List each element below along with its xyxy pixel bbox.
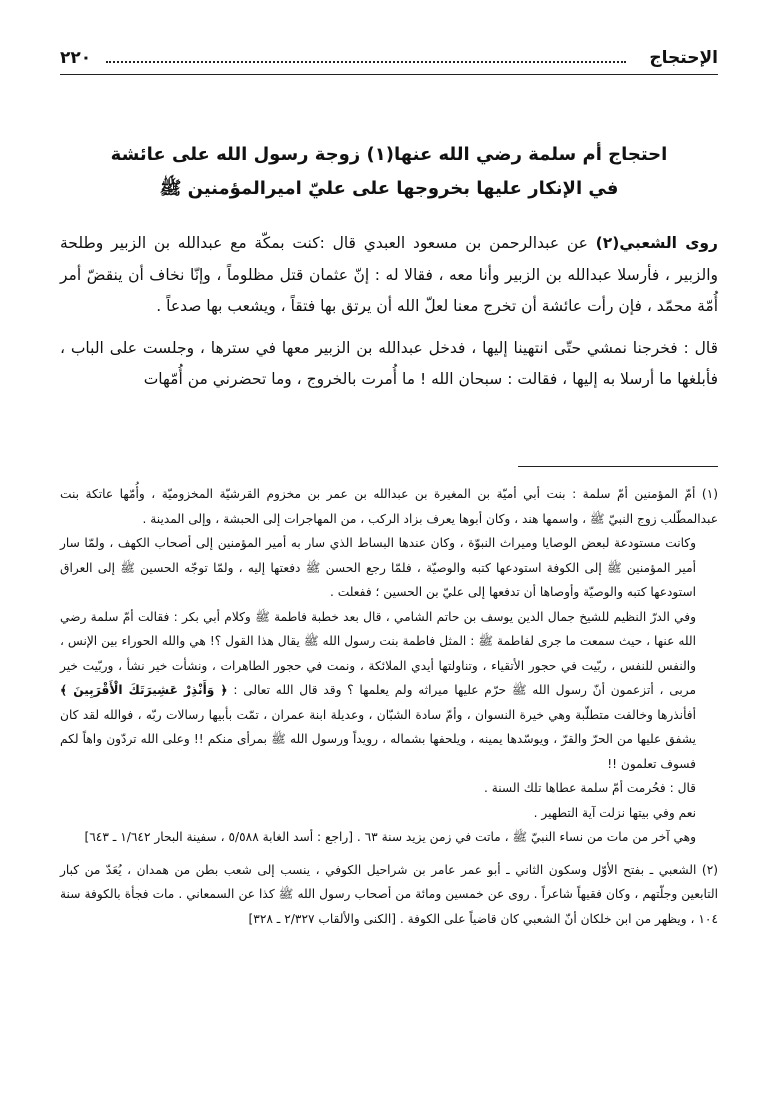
footnote-1-quote-rest: أفأنذرها وخالفت متطلّبة وهي خيرة النسوان ، وأمّ سادة الشبّان ، وعديلة ابنة عمران ، تمّت بأبيها رسالات ربّه ، فوالله لقد كان يشفق عليها من الحرّ والقرّ ، ويوسّدها يمينه ، ويلحفها بشماله ، رويداً ورسول الله ﷺ بمرأى منكم !! وعلى الله تردّون واهاً لكم فسوف تعلمون !! xyxy=(60,707,696,771)
book-title: الإحتجاج xyxy=(649,48,718,68)
paragraph-2: قال : فخرجنا نمشي حتّى انتهينا إليها ، فدخل عبدالله بن الزبير معها في سترها ، وجلست على الباب ، فأبلغها ما أرسلا به إليها ، فقالت : سبحان الله ! ما أُمرت بالخروج ، وما تحضرني من أُمّهات xyxy=(60,338,718,388)
footnote-separator xyxy=(518,466,718,467)
footnote-2: (٢) الشعبي ـ بفتح الأوّل وسكون الثاني ـ أبو عمر عامر بن شراحيل الكوفي ، ينسب إلى شعب بطن من همدان ، يُعَدّ من كبار التابعين وجلّتهم ، وكان فقيهاً شاعراً . روى عن خمسين ومائة من أصحاب رسول الله ﷺ كذا عن السمعاني . مات فجأة بالكوفة سنة ١٠٤ ، ويظهر من ابن خلكان أنّ الشعبي كان قاضياً على الكوفة . [الكنى والألقاب ٢/٣٢٧ ـ ٣٢٨] xyxy=(60,862,718,926)
quran-verse: ﴿ وَأَنْذِرْ عَشِيرَتَكَ الْأَقْرَبِينَ ﴾ xyxy=(60,683,228,697)
chapter-title-line-2: في الإنكار عليها بخروجها على عليّ اميرالمؤمنين ﷺ xyxy=(159,178,619,199)
chapter-title xyxy=(60,138,718,206)
footnote-1: (١) أمّ المؤمنين أمّ سلمة : بنت أبي أميّة بن المغيرة بن عبدالله بن عمر بن مخزوم القرشيّة المخزوميّة ، وأُمّها عاتكة بنت عبدالمطّلب زوج النبيّ ﷺ ، واسمها هند ، وكان أبوها يعرف بزاد الركب ، من المهاجرات إلى الحبشة ، وإلى المدينة . xyxy=(60,487,718,526)
paragraph-1-text: عن عبدالرحمن بن مسعود العبدي قال :كنت بمكّة مع عبدالله بن الزبير وطلحة والزبير ، فأرسلا عبدالله بن الزبير وأنا معه ، فقالا له : إنّ عثمان قتل مظلوماً ، وإنّا نخاف أن ينقضّ أمر أُمّة محمّد ، فإن رأت عائشة أن تخرج معنا لعلّ الله أن يرتق بها فتقاً ، ويشعب بها صدعاً . xyxy=(60,234,718,315)
footnote-1-paragraph: نعم وفي بيتها نزلت آية التطهير . xyxy=(533,805,696,820)
dotted-leader xyxy=(106,61,626,63)
footnote-1-paragraph: قال : فحُرمت أمّ سلمة عطاها تلك السنة . xyxy=(483,781,696,795)
footnote-1-quote-intro: وفي الدرّ النظيم للشيخ جمال الدين يوسف بن حاتم الشامي ، قال بعد خطبة فاطمة ﷺ وكلام أبي بكر : فقالت أمّ سلمة رضي الله عنها ، حيث سمعت ما جرى لفاطمة ﷺ : المثل فاطمة بنت رسول الله ﷺ يقال هذا القول ؟! هي والله الحوراء بين الإنس ، والنفس للنفس ، ربّيت في حجور الأتقياء ، وتناولتها أيدي الملائكة ، ونمت في حجور الطاهرات ، ونشأت خير نشأ ، وربّيت خير مربى ، أتزعمون أنّ رسول الله ﷺ حرّم عليها ميراثه ولم يعلمها ؟ وقد قال الله تعالى : xyxy=(60,609,697,697)
running-header xyxy=(60,48,718,74)
main-text xyxy=(60,228,718,396)
footnote-1-paragraph: وهي آخر من مات من نساء النبيّ ﷺ ، ماتت في زمن يزيد سنة ٦٣ . [راجع : أسد الغابة ٥/٥٨٨ ، سفينة البحار ١/٦٤٢ ـ ٦٤٣] xyxy=(84,830,696,844)
narrator-lead: روى الشعبي(٢) xyxy=(595,234,718,252)
footnotes xyxy=(60,482,718,931)
footnote-1-paragraph xyxy=(60,605,718,777)
chapter-title-line-1: احتجاج أم سلمة رضي الله عنها(١) زوجة رسول الله على عائشة xyxy=(110,144,668,165)
page-number: ٢٢٠ xyxy=(60,48,92,68)
header-rule xyxy=(60,74,718,75)
paragraph-1 xyxy=(60,228,718,323)
footnote-1-paragraph: وكانت مستودعة لبعض الوصايا وميراث النبوّة ، وكان عندها البساط الذي سار به أمير المؤمنين إلى أصحاب الكهف ، ولمّا سار أمير المؤمنين ﷺ إلى الكوفة استودعها كتبه والوصيّة ، فلمّا رجع الحسن ﷺ دفعتها إليه ، ولمّا توجّه الحسين ﷺ إلى العراق استودعها كتبه والوصيّة وأوصاها أن تدفعها إلى عليّ بن الحسين ؛ ففعلت . xyxy=(60,536,696,599)
